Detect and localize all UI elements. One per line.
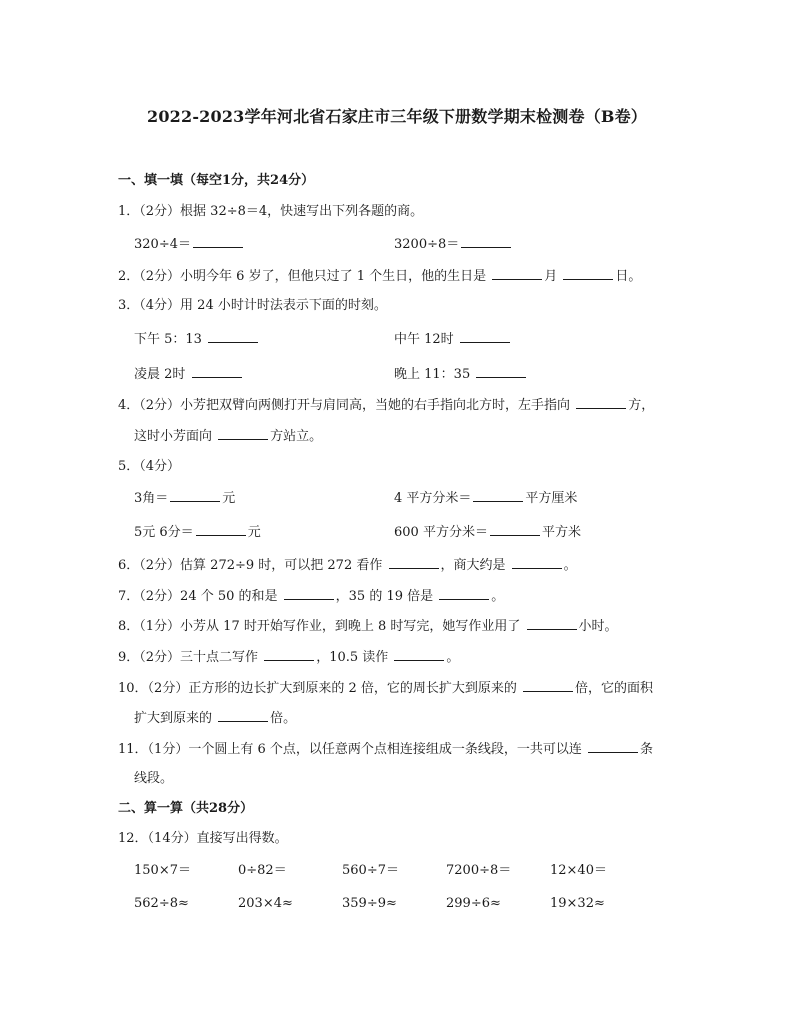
question-10-line-2 [134,709,296,728]
q7-post: 。 [491,589,505,604]
question-5-b [394,489,577,508]
q12-row2-item-3: 359÷9≈ [342,896,397,911]
question-4-line-1 [118,396,654,415]
q12-row1-item-2: 0÷82＝ [238,863,287,878]
q12-row1-item-5: 12×40＝ [550,863,607,878]
question-3-b [394,330,512,349]
q11-pre: 11．（1分）一个圆上有 6 个点，以任意两个点相连接组成一条线段，一共可以连 [118,742,586,757]
question-1-b [394,235,513,254]
q5-b-post: 平方厘米 [525,491,578,506]
question-3-a [134,330,260,349]
q3-b-blank[interactable] [460,330,510,343]
q5-c-blank[interactable] [196,523,246,536]
q1-a-text: 320÷4＝ [134,237,191,252]
q5-c-post: 元 [247,525,261,540]
q12-row1-item-4: 7200÷8＝ [446,863,512,878]
q11-blank[interactable] [588,740,638,753]
question-4-line-2 [134,427,322,446]
q2-pre: 2．（2分）小明今年 6 岁了，但他只过了 1 个生日，他的生日是 [118,269,491,284]
q4-direction-blank-2[interactable] [218,427,268,440]
q12-row2-item-4: 299÷6≈ [446,896,501,911]
page-title: 2022-2023学年河北省石家庄市三年级下册数学期末检测卷（B卷） [146,107,648,126]
q9-mid: ，10.5 读作 [316,650,393,665]
q1-a-blank[interactable] [193,235,243,248]
question-1-stem: 1．（2分）根据 32÷8＝4，快速写出下列各题的商。 [118,204,424,219]
section-calculate-heading: 二、算一算（共28分） [118,801,254,816]
q8-blank[interactable] [527,617,577,630]
question-8 [118,617,618,636]
section-fill-in-heading: 一、填一填（每空1分，共24分） [118,173,315,188]
q4-post2: 方站立。 [270,429,323,444]
q3-b-text: 中午 12时 [394,332,458,347]
q2-day-blank[interactable] [563,267,613,280]
q6-blank-2[interactable] [512,556,562,569]
question-3-stem: 3．（4分）用 24 小时计时法表示下面的时刻。 [118,298,387,313]
q9-blank-1[interactable] [264,648,314,661]
q5-c-pre: 5元 6分＝ [134,525,194,540]
question-1-a [134,235,245,254]
q12-row1-item-1: 150×7＝ [134,863,191,878]
q5-b-pre: 4 平方分米＝ [394,491,472,506]
q12-row1-item-3: 560÷7＝ [342,863,399,878]
q3-c-blank[interactable] [192,365,242,378]
q6-pre: 6．（2分）估算 272÷9 时，可以把 272 看作 [118,558,387,573]
q6-blank-1[interactable] [389,556,439,569]
question-5-stem: 5．（4分） [118,459,181,474]
q2-post: 日。 [615,269,642,284]
question-3-c [134,365,244,384]
q7-blank-2[interactable] [439,587,489,600]
q8-pre: 8．（1分）小芳从 17 时开始写作业，到晚上 8 时写完，她写作业用了 [118,619,525,634]
q2-month-blank[interactable] [492,267,542,280]
q5-d-post: 平方米 [541,525,581,540]
q10-blank-1[interactable] [523,679,573,692]
q5-d-pre: 600 平方分米＝ [394,525,488,540]
q9-pre: 9．（2分）三十点二写作 [118,650,263,665]
q7-blank-1[interactable] [284,587,334,600]
q12-row2-item-1: 562÷8≈ [134,896,189,911]
question-2 [118,267,641,286]
q3-d-blank[interactable] [476,365,526,378]
q11-post: 条 [639,742,653,757]
q3-a-text: 下午 5：13 [134,332,207,347]
q7-mid: ，35 的 19 倍是 [335,589,438,604]
question-7 [118,587,504,606]
q12-row2-item-5: 19×32≈ [550,896,605,911]
question-11-line-2: 线段。 [134,771,174,786]
q5-b-blank[interactable] [473,489,523,502]
q1-b-text: 3200÷8＝ [394,237,460,252]
q9-blank-2[interactable] [394,648,444,661]
q4-pre: 4．（2分）小芳把双臂向两侧打开与肩同高，当她的右手指向北方时，左手指向 [118,398,575,413]
q9-post: 。 [446,650,460,665]
q2-mid: 月 [544,269,562,284]
q3-a-blank[interactable] [208,330,258,343]
q10-post2: 倍。 [270,711,297,726]
q4-direction-blank-1[interactable] [576,396,626,409]
q4-pre2: 这时小芳面向 [134,429,217,444]
q12-row2-item-2: 203×4≈ [238,896,293,911]
q10-pre: 10．（2分）正方形的边长扩大到原来的 2 倍，它的周长扩大到原来的 [118,681,521,696]
question-5-c [134,523,261,542]
question-12-stem: 12．（14分）直接写出得数。 [118,831,288,846]
question-5-d [394,523,581,542]
q4-post1: 方， [628,398,655,413]
question-11-line-1 [118,740,653,759]
question-3-d [394,365,528,384]
q3-c-text: 凌晨 2时 [134,367,190,382]
q5-d-blank[interactable] [490,523,540,536]
q10-mid: 倍，它的面积 [574,681,653,696]
q5-a-pre: 3角＝ [134,491,169,506]
q6-post: 。 [563,558,577,573]
question-10-line-1 [118,679,653,698]
q3-d-text: 晚上 11：35 [394,367,475,382]
q1-b-blank[interactable] [461,235,511,248]
question-5-a [134,489,235,508]
q5-a-post: 元 [222,491,236,506]
q6-mid: ，商大约是 [440,558,510,573]
question-9 [118,648,459,667]
question-6 [118,556,577,575]
q7-pre: 7．（2分）24 个 50 的和是 [118,589,282,604]
q10-pre2: 扩大到原来的 [134,711,217,726]
q8-post: 小时。 [578,619,618,634]
q5-a-blank[interactable] [170,489,220,502]
q10-blank-2[interactable] [218,709,268,722]
